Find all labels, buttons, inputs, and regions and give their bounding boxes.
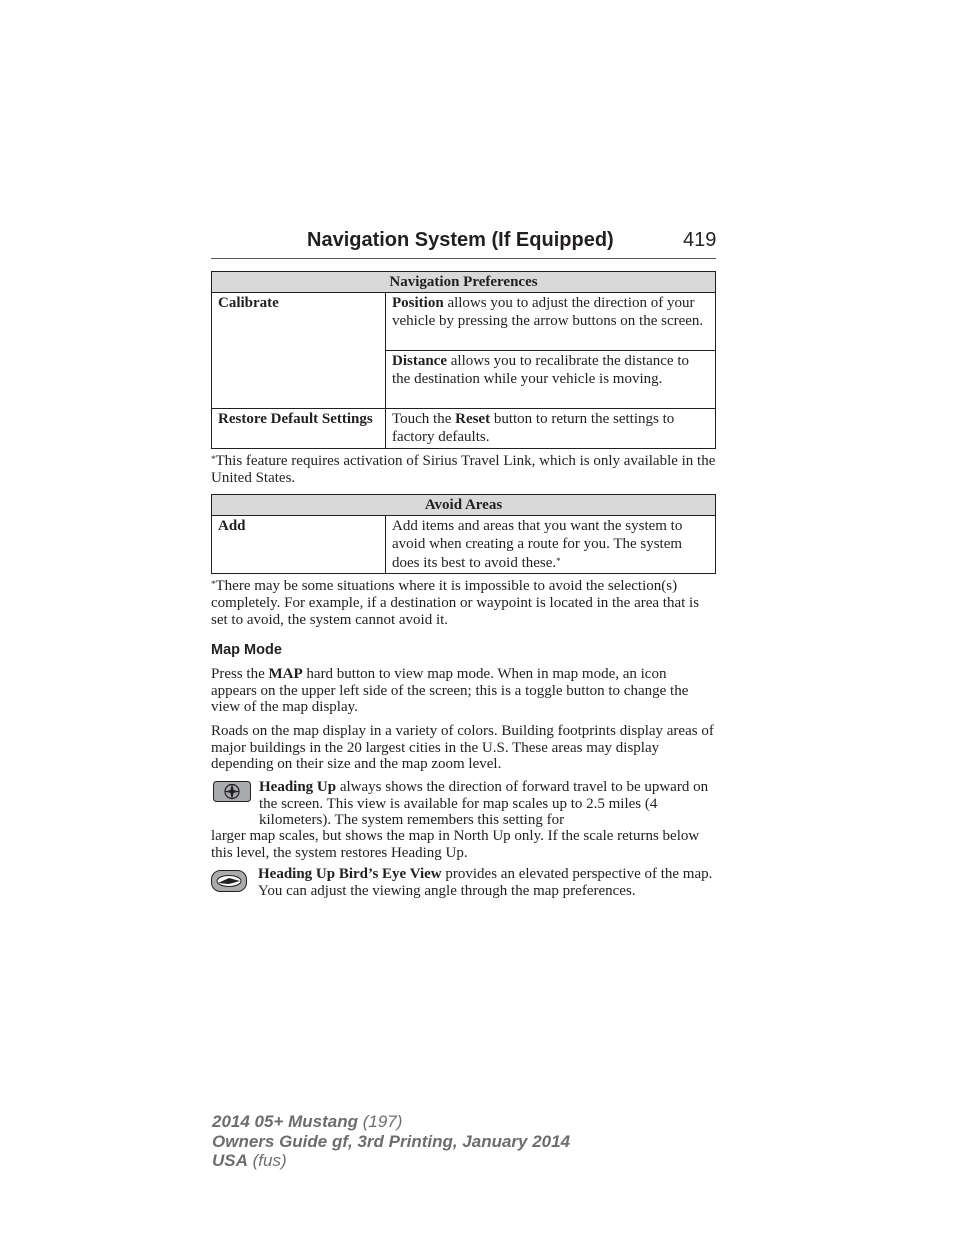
footer-model-code: (197) (358, 1112, 403, 1131)
position-term: Position (392, 294, 444, 311)
row-label-add: Add (212, 515, 386, 574)
footnote-marker: * (211, 579, 216, 589)
roads-paragraph: Roads on the map display in a variety of colors. Building footprints display areas of major buildings in the 20 largest cities in the U.S. These areas may display depending on their size and the map zoom level. (211, 723, 714, 773)
heading-up-text-lead: always shows the direction of forward travel to be upward on the screen. This view is available for map scales up to 2.5 miles (4 kilometers). The system remembers this setting for (259, 779, 709, 829)
footnote-marker: * (556, 555, 561, 566)
navigation-preferences-table (211, 271, 716, 449)
footnote-text: This feature requires activation of Sirius Travel Link, which is only available in the United States. (211, 453, 716, 486)
section-heading-map-mode: Map Mode (211, 642, 282, 658)
distance-description (386, 350, 716, 408)
footer-line-3 (212, 1151, 570, 1171)
avoid-areas-table (211, 494, 716, 574)
row-label-calibrate: Calibrate (212, 292, 386, 408)
add-text: Add items and areas that you want the system to avoid when creating a route for you. The system does its best to avoid these. (392, 517, 683, 571)
table-heading: Navigation Preferences (212, 272, 716, 293)
footer-line-2: Owners Guide gf, 3rd Printing, January 2014 (212, 1131, 571, 1151)
table-row (212, 292, 716, 350)
footer-model: 2014 05+ Mustang (212, 1112, 358, 1131)
birds-eye-paragraph (258, 866, 716, 899)
document-footer (212, 1112, 570, 1171)
header-divider (211, 258, 716, 259)
distance-text: allows you to recalibrate the distance to the destination while your vehicle is moving. (392, 352, 689, 387)
reset-term: Reset (455, 410, 491, 427)
footer-region-code: (fus) (247, 1151, 287, 1170)
map-term: MAP (268, 666, 303, 682)
birds-eye-text: provides an elevated perspective of the map. You can adjust the viewing angle through the map preferences. (258, 866, 713, 899)
heading-up-term: Heading Up (259, 779, 337, 795)
heading-up-paragraph-lead (259, 779, 716, 829)
footnote-text: There may be some situations where it is impossible to avoid the selection(s) completely. For example, if a destination or waypoint is located in the area that is set to avoid, the system cannot avoid it. (211, 578, 700, 628)
footnote-marker: * (211, 454, 216, 464)
footer-line-1 (212, 1112, 570, 1132)
row-label-restore-default: Restore Default Settings (212, 408, 386, 448)
birds-eye-view-icon (211, 870, 249, 890)
p1-text-a: Press the (211, 666, 269, 682)
page-title: Navigation System (If Equipped) (307, 229, 614, 251)
table-row (212, 515, 716, 574)
p1-text-b: hard button to view map mode. When in map mode, an icon appears on the upper left side of the screen; this is a toggle button to change the view of the map display. (211, 666, 689, 716)
footnote-sirius (211, 453, 716, 487)
heading-up-compass-icon (213, 781, 251, 801)
restore-text-b: button to return the settings to factory defaults. (392, 410, 675, 445)
position-text: allows you to adjust the direction of your vehicle by pressing the arrow buttons on the screen. (392, 294, 704, 329)
heading-up-paragraph-continued: larger map scales, but shows the map in North Up only. If the scale returns below this level, the system restores Heading Up. (211, 828, 700, 861)
distance-term: Distance (392, 352, 447, 369)
restore-text-a: Touch the (392, 410, 456, 427)
restore-description (386, 408, 716, 448)
table-heading: Avoid Areas (212, 495, 716, 516)
add-description (386, 515, 716, 574)
position-description (386, 292, 716, 350)
table-row (212, 408, 716, 448)
footer-region: USA (212, 1151, 248, 1170)
footnote-avoid (211, 578, 716, 629)
birds-eye-term: Heading Up Bird’s Eye View (258, 866, 442, 882)
page-number: 419 (683, 229, 717, 251)
map-button-paragraph (211, 666, 716, 716)
